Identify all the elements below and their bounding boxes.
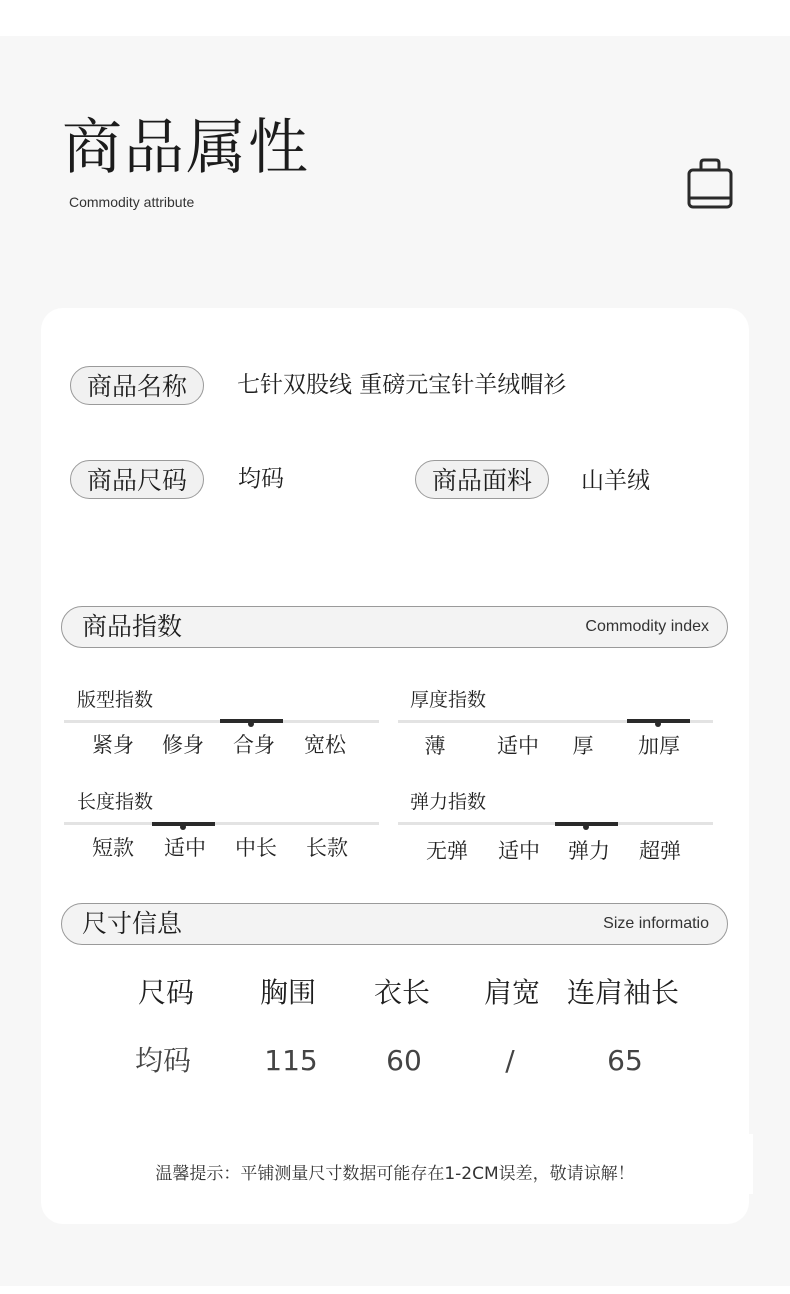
elasticity-option-2: 适中 <box>498 839 540 863</box>
size-section-header <box>61 903 728 945</box>
size-col-length: 衣长 <box>373 976 430 1009</box>
index-section-title: 商品指数 <box>82 612 183 641</box>
length-index-marker-dot <box>180 824 186 830</box>
size-col-size: 尺码 <box>137 976 194 1009</box>
product-size-value: 均码 <box>238 466 284 492</box>
elasticity-index-label: 弹力指数 <box>410 791 487 813</box>
fit-option-2: 修身 <box>162 733 204 757</box>
index-section-subtitle: Commodity index <box>585 618 709 635</box>
size-val-length: 60 <box>386 1044 422 1077</box>
elasticity-option-4: 超弹 <box>639 839 681 863</box>
elasticity-option-1: 无弹 <box>426 839 468 863</box>
size-val-chest: 115 <box>264 1044 318 1077</box>
elasticity-option-3: 弹力 <box>568 839 610 863</box>
elasticity-index-marker-dot <box>583 824 589 830</box>
length-option-1: 短款 <box>92 836 134 860</box>
page-title: 商品属性 <box>62 113 310 183</box>
fit-index-marker-dot <box>248 721 254 727</box>
size-section-subtitle: Size informatio <box>603 915 709 932</box>
fit-option-3: 合身 <box>233 733 275 757</box>
length-index-label: 长度指数 <box>77 791 154 813</box>
length-option-4: 长款 <box>306 836 348 860</box>
size-section-title: 尺寸信息 <box>82 909 183 938</box>
index-section-header <box>61 606 728 648</box>
page-subtitle: Commodity attribute <box>69 194 195 210</box>
product-size-label: 商品尺码 <box>70 460 204 499</box>
attribute-card <box>41 308 749 1224</box>
size-val-shoulder: / <box>505 1044 515 1077</box>
length-option-2: 适中 <box>164 836 206 860</box>
length-index-track <box>64 822 379 825</box>
thickness-option-4: 加厚 <box>638 734 680 758</box>
measurement-tip: 温馨提示：平铺测量尺寸数据可能存在1-2CM误差，敬请谅解！ <box>155 1164 635 1184</box>
product-fabric-value: 山羊绒 <box>581 468 650 494</box>
product-name-label: 商品名称 <box>70 366 204 405</box>
size-val-sleeve: 65 <box>607 1044 643 1077</box>
thickness-option-3: 厚 <box>572 734 594 758</box>
size-col-shoulder: 肩宽 <box>483 976 540 1009</box>
thickness-option-1: 薄 <box>424 734 446 758</box>
shopping-bag-icon <box>687 158 733 210</box>
thickness-index-marker-dot <box>655 721 661 727</box>
product-fabric-label: 商品面料 <box>415 460 549 499</box>
size-col-chest: 胸围 <box>259 976 316 1009</box>
size-val-size: 均码 <box>134 1044 191 1077</box>
size-col-sleeve: 连肩袖长 <box>566 976 679 1009</box>
fit-index-label: 版型指数 <box>77 689 154 711</box>
thickness-index-label: 厚度指数 <box>410 689 487 711</box>
length-option-3: 中长 <box>235 836 277 860</box>
thickness-option-2: 适中 <box>497 734 539 758</box>
fit-option-1: 紧身 <box>92 733 134 757</box>
fit-option-4: 宽松 <box>304 733 346 757</box>
product-name-value: 七针双股线 重磅元宝针羊绒帽衫 <box>237 372 567 398</box>
